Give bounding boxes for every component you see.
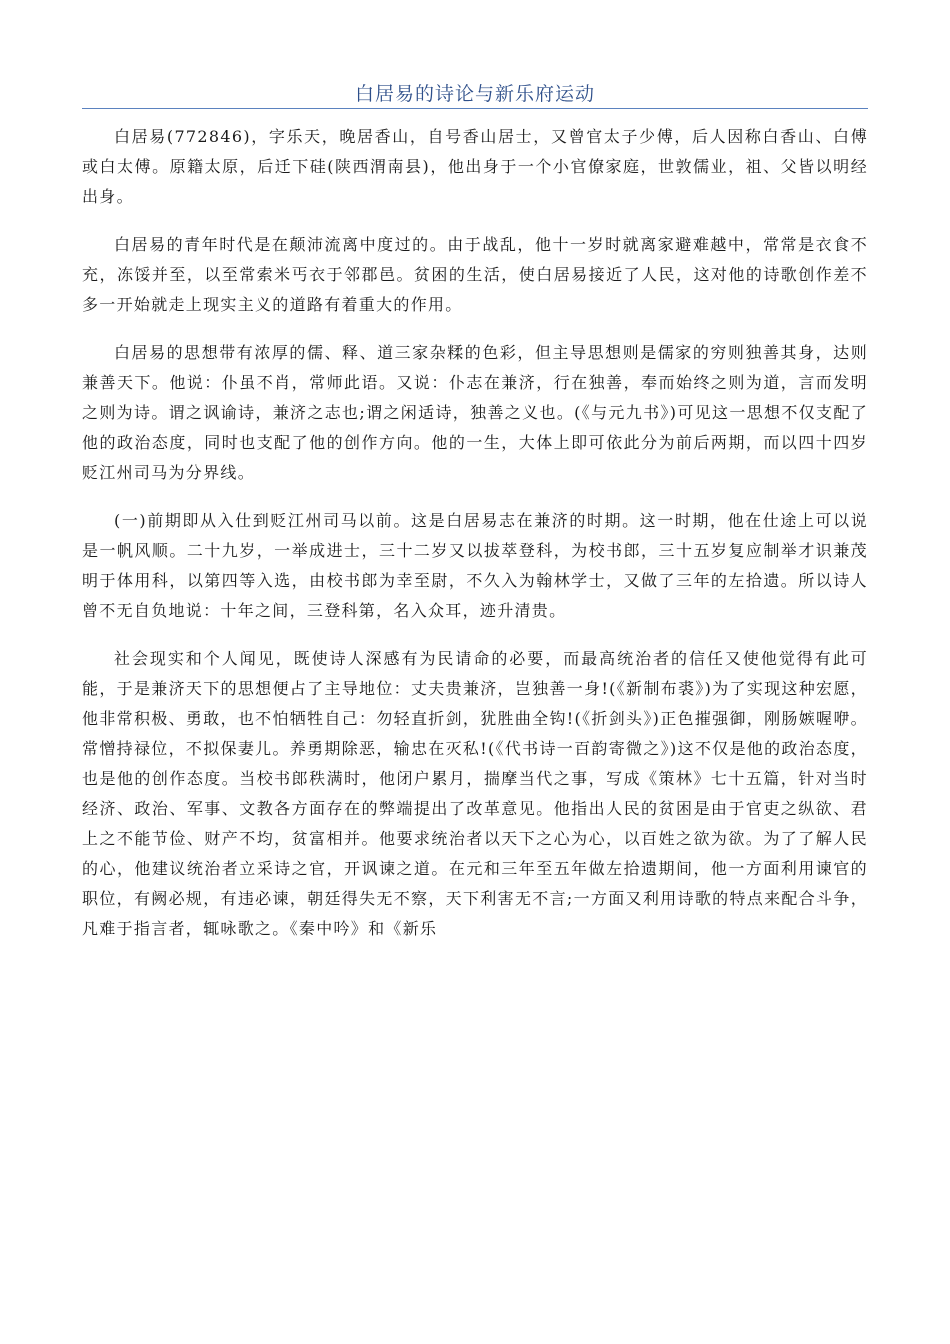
paragraph-youth: 白居易的青年时代是在颠沛流离中度过的。由于战乱，他十一岁时就离家避难越中，常常是衣食不充，冻馁并至，以至常索米丐衣于邻郡邑。贫困的生活，使白居易接近了人民，这对他的诗歌创作差不多一开始就走上现实主义的道路有着重大的作用。	[82, 235, 868, 314]
document-title: 白居易的诗论与新乐府运动	[354, 83, 595, 105]
title-underline	[82, 108, 868, 109]
paragraph-thought: 白居易的思想带有浓厚的儒、释、道三家杂糅的色彩，但主导思想则是儒家的穷则独善其身，达则兼善天下。他说：仆虽不肖，常师此语。又说：仆志在兼济，行在独善，奉而始终之则为道，言而发明之则为诗。谓之讽谕诗，兼济之志也;谓之闲适诗，独善之义也。(《与元九书》)可见这一思想不仅支配了他的政治态度，同时也支配了他的创作方向。他的一生，大体上即可依此分为前后两期，而以四十四岁贬江州司马为分界线。	[82, 343, 868, 482]
paragraph-intro: 白居易(772846)，字乐天，晚居香山，自号香山居士，又曾官太子少傅，后人因称白香山、白傅或白太傅。原籍太原，后迁下硅(陕西渭南县)，他出身于一个小官僚家庭，世敦儒业，祖、父皆以明经出身。	[82, 127, 868, 206]
paragraph-social-reality: 社会现实和个人闻见，既使诗人深感有为民请命的必要，而最高统治者的信任又使他觉得有此可能，于是兼济天下的思想便占了主导地位：丈夫贵兼济，岂独善一身!(《新制布裘》)为了实现这种宏愿，他非常积极、勇敢，也不怕牺牲自己：勿轻直折剑，犹胜曲全钩!(《折剑头》)正色摧强御，刚肠嫉喔咿。常憎持禄位，不拟保妻儿。养勇期除恶，输忠在灭私!(《代书诗一百韵寄微之》)这不仅是他的政治态度，也是他的创作态度。当校书郎秩满时，他闭户累月，揣摩当代之事，写成《策林》七十五篇，针对当时经济、政治、军事、文教各方面存在的弊端提出了改革意见。他指出人民的贫困是由于官吏之纵欲、君上之不能节俭、财产不均，贫富相并。他要求统治者以天下之心为心，以百姓之欲为欲。为了了解人民的心，他建议统治者立采诗之官，开讽谏之道。在元和三年至五年做左拾遗期间，他一方面利用谏官的职位，有阙必规，有违必谏，朝廷得失无不察，天下利害无不言;一方面又利用诗歌的特点来配合斗争，凡难于指言者，辄咏歌之。《秦中吟》和《新乐	[82, 649, 868, 938]
paragraph-early-period: (一)前期即从入仕到贬江州司马以前。这是白居易志在兼济的时期。这一时期，他在仕途上可以说是一帆风顺。二十九岁，一举成进士，三十二岁又以拔萃登科，为校书郎，三十五岁复应制举才识兼茂明于体用科，以第四等入选，由校书郎为幸至尉，不久入为翰林学士，又做了三年的左拾遗。所以诗人曾不无自负地说：十年之间，三登科第，名入众耳，迹升清贵。	[82, 511, 868, 620]
document-body	[82, 122, 868, 962]
